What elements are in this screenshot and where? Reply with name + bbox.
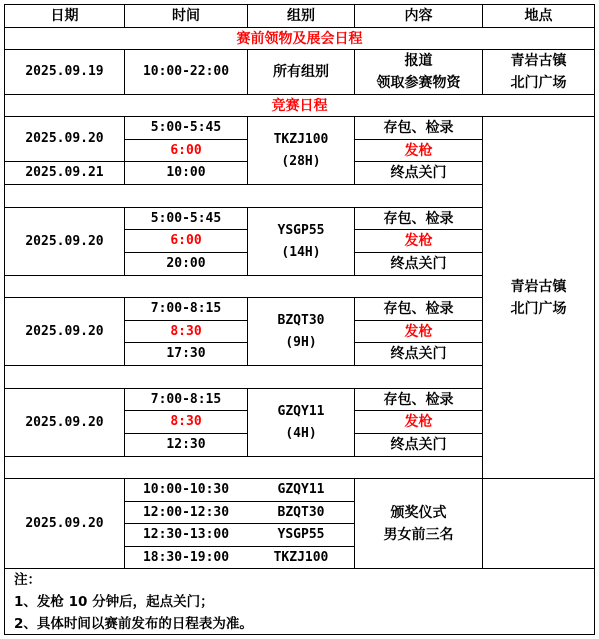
awards-date: 2025.09.20	[25, 515, 104, 531]
header-date: 日期	[50, 8, 79, 24]
race3-content-checkin: 存包、检录	[383, 301, 454, 317]
race2-content-checkin: 存包、检录	[383, 210, 454, 227]
awards-group-4: TKZJ100	[273, 549, 329, 565]
race4-content-start: 发枪	[404, 414, 433, 430]
race2-time-close: 20:00	[166, 256, 206, 271]
race2-group	[248, 208, 354, 275]
race2-time-checkin: 5:00-5:45	[150, 210, 222, 226]
race2-content-start: 发枪	[404, 233, 433, 249]
awards-time-3: 12:30-13:00	[142, 527, 230, 542]
race3-group	[248, 298, 354, 365]
border	[4, 456, 482, 457]
race-location-line2: 北门广场	[510, 300, 567, 317]
race3-time-close: 17:30	[166, 346, 206, 361]
awards-content-line2: 男女前三名	[383, 526, 454, 543]
race1-content-checkin: 存包、检录	[383, 120, 454, 136]
race4-group-name: GZQY11	[277, 403, 325, 419]
race3-group-name: BZQT30	[277, 312, 325, 328]
race2-content-close: 终点关门	[390, 256, 447, 272]
notes-title: 注：	[14, 572, 41, 588]
race3-content-close: 终点关门	[390, 346, 447, 362]
border	[4, 184, 482, 185]
race-location-line1: 青岩古镇	[510, 278, 567, 295]
awards-time-4: 18:30-19:00	[142, 549, 230, 565]
race2-date: 2025.09.20	[25, 233, 104, 249]
race2-time-start: 6:00	[170, 233, 202, 248]
race3-date: 2025.09.20	[25, 323, 104, 339]
pre-group: 所有组别	[273, 64, 329, 80]
race1-time-checkin: 5:00-5:45	[150, 120, 222, 135]
race3-time-start: 8:30	[170, 323, 202, 339]
border	[4, 275, 482, 276]
awards-time-2: 12:00-12:30	[142, 504, 230, 520]
race1-content-start: 发枪	[404, 142, 433, 159]
pre-location	[483, 50, 594, 94]
race1-date: 2025.09.20	[25, 131, 104, 146]
race1-time-start: 6:00	[170, 142, 202, 158]
awards-content-line1: 颁奖仪式	[390, 504, 447, 521]
awards-group-3: YSGP55	[277, 527, 325, 542]
race4-date: 2025.09.20	[25, 414, 104, 430]
race2-group-duration: (14H)	[281, 244, 321, 260]
race1-content-close: 终点关门	[390, 165, 447, 181]
header-content: 内容	[404, 8, 433, 24]
header-group: 组别	[287, 8, 315, 24]
awards-time-1: 10:00-10:30	[142, 482, 230, 497]
race3-time-checkin: 7:00-8:15	[150, 301, 222, 316]
pre-location-line1: 青岩古镇	[510, 53, 567, 69]
notes-line-2: 2、具体时间以赛前发布的日程表为准。	[14, 616, 253, 632]
race3-group-duration: (9H)	[285, 334, 317, 350]
section-title-pre-race: 赛前领物及展会日程	[236, 30, 363, 47]
section-title-race: 竞赛日程	[271, 97, 328, 114]
race2-group-name: YSGP55	[277, 222, 325, 238]
race4-group	[248, 389, 354, 456]
race1-group-duration: (28H)	[281, 153, 321, 169]
awards-group-2: BZQT30	[277, 504, 325, 520]
race1-group-name: TKZJ100	[273, 131, 329, 147]
race4-content-close: 终点关门	[390, 437, 447, 453]
pre-content-line1: 报道	[404, 53, 433, 69]
race4-time-close: 12:30	[166, 437, 206, 452]
race4-group-duration: (4H)	[285, 425, 317, 441]
awards-content	[355, 479, 482, 568]
race1-group	[248, 117, 354, 184]
header-location: 地点	[524, 8, 553, 24]
race-location	[483, 117, 594, 478]
awards-group-1: GZQY11	[277, 482, 325, 497]
pre-location-line2: 北门广场	[510, 75, 567, 91]
border	[4, 365, 482, 366]
header-time: 时间	[172, 8, 200, 24]
race4-time-start: 8:30	[170, 414, 202, 429]
pre-date: 2025.09.19	[25, 64, 104, 79]
race4-time-checkin: 7:00-8:15	[150, 391, 222, 407]
notes-line-1: 1、发枪 10 分钟后，起点关门；	[14, 594, 214, 610]
race4-content-checkin: 存包、检录	[383, 391, 454, 408]
race1-time-close: 10:00	[166, 165, 206, 180]
pre-content-line2: 领取参赛物资	[376, 75, 461, 91]
race1-date-end: 2025.09.21	[25, 165, 104, 180]
pre-content	[355, 50, 482, 94]
notes	[14, 569, 594, 635]
border	[594, 4, 595, 635]
race3-content-start: 发枪	[404, 323, 433, 340]
pre-time: 10:00-22:00	[142, 64, 230, 79]
